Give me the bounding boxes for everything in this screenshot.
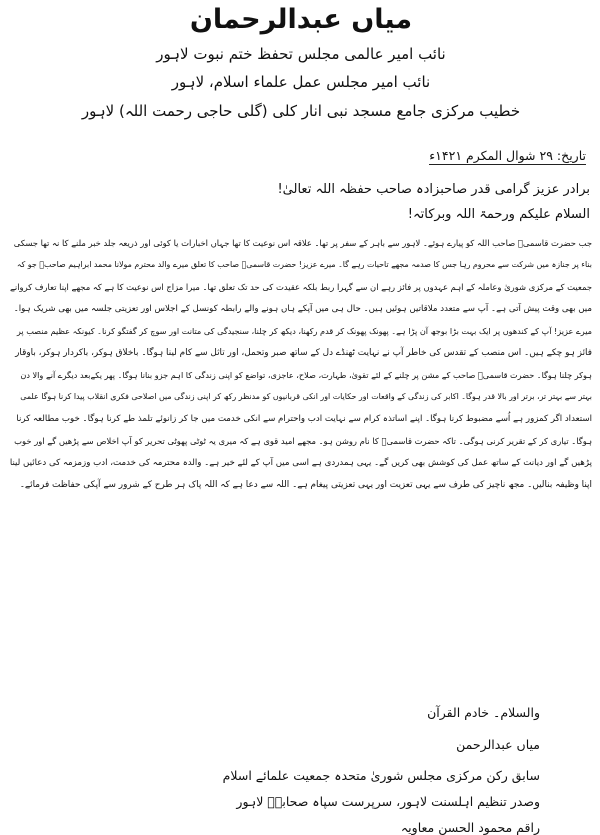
body-line: میرے عزیز! آپ کے کندھوں پر ایک بہت بڑا بوجھ آن پڑا ہے۔ پھونک پھونک کر قدم رکھنا، دیکھ کر چلنا، سنجیدگی کی متانت اور سوچ کر گفتگو کرنا۔ کیونکہ عظیم منصب پر <box>16 326 592 336</box>
signatory-title-1: سابق رکن مرکزی مجلس شوریٰ متحدہ جمعیت علمائے اسلام <box>222 768 540 783</box>
signatory-title-2: وصدر تنظیم اہلسنت لاہور، سرپرست سپاہ صحابہؓ لاہور <box>236 794 540 809</box>
body-line: استعداد اگر کمزور ہے اُسے مضبوط کرنا ہوگا۔ اپنے اساتذہ کرام سے نہایت ادب واحترام سے انکی خدمت میں جا کر زانوئے تلمذ طے کرنا ہوگا۔ خوب مطالعہ کرنا <box>16 414 592 424</box>
body-line: میں بھی وقت پیش آتی ہے۔ آپ سے متعدد ملاقاتیں ہوئیں ہیں۔ حال ہی میں آپکے ہاں ہونے والے رابطہ کونسل کے اجلاس اور تعزیتی جلسہ میں بھی شریک ہوا۔ <box>13 304 592 314</box>
salutation: برادر عزیز گرامی قدر صاحبزادہ صاحب حفظہ اللہ تعالیٰ! <box>277 182 590 197</box>
letter-page <box>0 2 600 835</box>
letter-date <box>429 148 586 163</box>
date-text: تاریخ: ۲۹ شوال المکرم ۱۴۲۱ء <box>429 148 586 163</box>
closing-salam: والسلام۔ خادم القرآن <box>427 705 540 720</box>
designation-line-3: خطیب مرکزی جامع مسجد نبی انار کلی (گلی حاجی رحمت اللہ) لاہور <box>81 102 521 120</box>
signatory-name: میاں عبدالرحمن <box>456 737 540 752</box>
body-line: اپنا وظیفہ بنالیں۔ مجھ ناچیز کی طرف سے یہی تعزیت اور یہی تعزیتی پیغام ہے۔ اللہ سے دعا ہے کہ اللہ پاک ہر طرح کے شرور سے آپکی حفاظت فرمائے۔ <box>19 480 592 490</box>
body-line: بناء پر جنازہ میں شرکت سے محروم رہا جس کا صدمہ مجھے تاحیات رہے گا۔ میرے عزیز! حضرت قاسمیؒ صاحب کا تعلق میرے والد محترم مولانا محمد ابراہیم صاحبؒ جو کہ <box>16 260 592 269</box>
body-line: جب حضرت قاسمیؒ صاحب اللہ کو پیارے ہوئے۔ لاہور سے باہر کے سفر پر تھا۔ علاقہ اس نوعیت کا تھا جہاں اخبارات یا کوئی اور ذریعہ جلد خبر ملنے کا نہ تھا جسکی <box>13 238 592 248</box>
body-line: فائز ہو چکے ہیں۔ اس منصب کے تقدس کی خاطر آپ نے نہایت ٹھنڈے دل کے ساتھ صبر وتحمل، اور تاثل سے کام لینا ہوگا۔ باخلاق ہوکر، باکردار ہوکر، باوقار <box>15 348 592 358</box>
body-line: ہوکر چلنا ہوگا۔ حضرت قاسمیؒ صاحب کے مشن پر چلنے کے لئے تقویٰ، طہارت، صلاح، عاجزی، تواضع کو اپنی زندگی کا اہم جزو بنانا ہوگا۔ پھر یکےبعد دیگرے آنے والا دن <box>20 370 592 380</box>
body-line: بہتر سے بہتر تر، برتر اور بالا قدر ہوگا۔ اکابر کی زندگی کے واقعات اور حکایات اور انکی قربانیوں کو مدنظر رکھ کر اپنی زندگی میں اصلاحی فکری انقلاب پیدا کرنا ہوگا علمی <box>20 392 592 401</box>
designation-line-2: نائب امیر مجلس عمل علماء اسلام، لاہور <box>171 73 431 91</box>
letterhead-name: میاں عبدالرحمان <box>189 4 413 35</box>
designation-line-1: نائب امیر عالمی مجلس تحفظ ختم نبوت لاہور <box>156 45 446 63</box>
body-line: پڑھیں گے اور دیانت کے ساتھ عمل کی کوشش بھی کریں گے۔ یہی ہمدردی ہے اسی میں آپ کے لئے خیر ہے۔ والدہ محترمہ کی خدمت، ادب وزمزمہ کی دعائیں لینا <box>10 458 592 468</box>
body-line: ہوگا۔ تیاری کر کے تقریر کرنی ہوگی۔ تاکہ حضرت قاسمیؒ کا نام روشن ہو۔ مجھے امید قوی ہے کہ میری یہ ٹوٹی پھوٹی تحریر کو آپ اخلاص سے پڑھیں گے اور خوب <box>14 436 592 446</box>
letter-body <box>10 232 592 496</box>
writer-credit: راقم محمود الحسن معاویہ <box>400 820 540 835</box>
greeting: السلام علیکم ورحمۃ اللہ وبرکاتہ! <box>407 207 590 222</box>
body-line: جمعیت کے مرکزی شوریٰ وعاملہ کے اہم عہدوں پر فائز رہے ان سے گہرا ربط بلکہ عقیدت کی حد تک تعلق تھا۔ میرا مزاج اس نوعیت کا ہے کہ مجھے اپنا تعارف کروانے <box>10 282 592 292</box>
